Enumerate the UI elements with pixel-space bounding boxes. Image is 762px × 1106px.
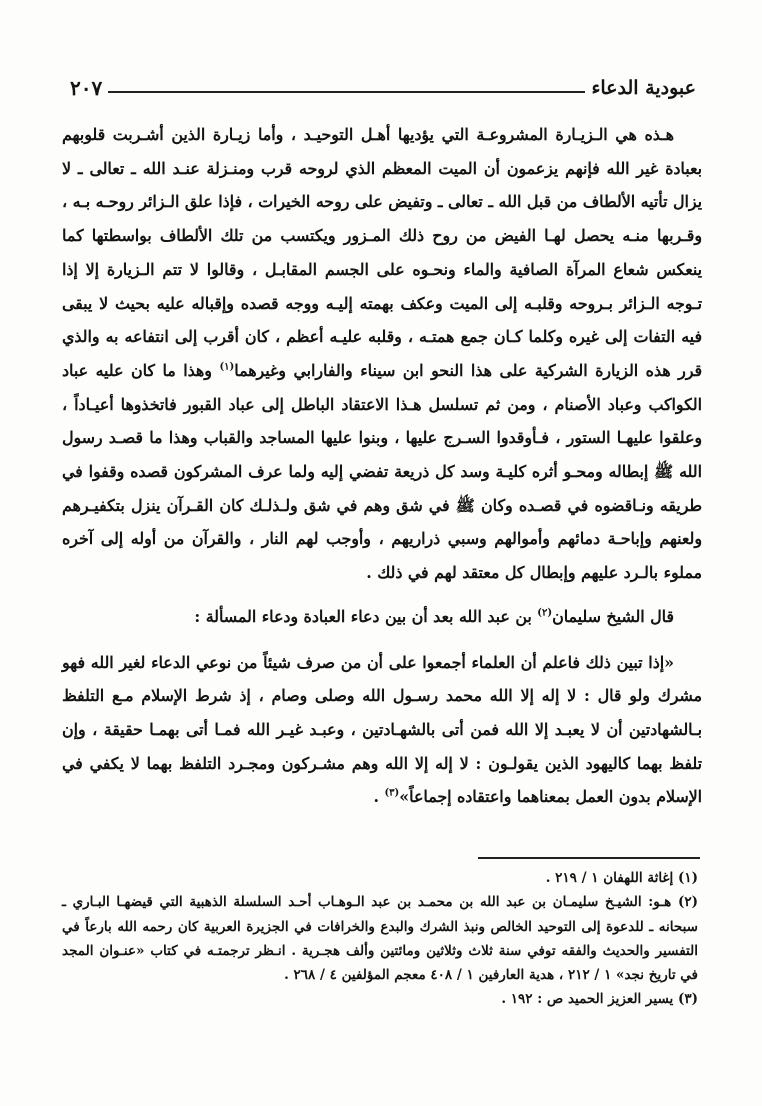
footnote-1: [62, 866, 698, 890]
footnotes: [62, 866, 698, 1012]
quote-end: .: [373, 787, 385, 807]
header-rule: [108, 91, 585, 93]
quote-text: «إذا تبين ذلك فاعلم أن العلماء أجمعوا على أن من صرف شيئاً من نوعي الدعاء لغير الله فهو مشرك ولو قال : لا إله إلا الله محمد رسـول الله وصلى وصام ، إذ شرط الإسلام مـع التلفظ بـالشهادتين أن لا يعبـد إلا الله فمن أتى بالشهـادتين ، وعبـد غيـر الله فمـا أتى بهمـا حقيقة ، وإن تلفظ بهما كاليهود الذين يقولـون : لا إله إلا الله وهم مشـركون ومجـرد التلفظ بهما لا يكفي في الإسلام بدون العمل بمعناهما واعتقاده إجماعاً»: [62, 652, 702, 807]
footnote-number: (٣): [677, 991, 698, 1008]
footnote-text: إغاثة اللهفان ١ / ٢١٩ .: [545, 870, 674, 886]
footnote-text: هـو: الشيـخ سليمـان بن عبد الله بن محمـد بن عبد الـوهـاب أحـد السلسلة الذهبية التي قيضهـا البـاري ـ سبحانه ـ للدعوة إلى التوحيد الخالص ونبذ الشرك والبدع والخرافات في الجزيرة العربية كان رحمه الله بارعاً في التفسير والحديث والفقه توفي سنة ثلاث وثلاثين ومائتين وألف هجـرية . انـظر ترجمتـه في كتاب «عنـوان المجد في تاريخ نجد» ١ / ٢١٢ ، هدية العارفين ١ / ٤٠٨ معجم المؤلفين ٤ / ٢٦٨ .: [62, 894, 698, 984]
footnote-ref-1[interactable]: (١): [219, 361, 235, 373]
page-number: ٢٠٧: [70, 76, 103, 100]
quote-paragraph: [62, 646, 702, 815]
paragraph-1: [62, 118, 702, 590]
paragraph-2-text-b: بن عبد الله بعد أن بين دعاء العبادة ودعاء المسألة :: [194, 606, 538, 626]
footnote-2: [62, 890, 698, 987]
footnote-divider: [478, 857, 700, 859]
footnote-3: [62, 987, 698, 1011]
footnote-text: يسير العزيز الحميد ص : ١٩٢ .: [501, 991, 674, 1008]
footnote-ref-3[interactable]: (٣): [384, 788, 400, 800]
paragraph-2: [62, 600, 702, 634]
paragraph-1-text-a: هـذه هي الـزيـارة المشروعـة التي يؤديها أهـل التوحيـد ، وأما زيـارة الذين أشـربت قلوبهم بعبادة غير الله فإنهم يزعمون أن الميت المعظم الذي لروحه قرب ومنـزلة عنـد الله ـ تعالى ـ لا يزال تأتيه الألطاف من قبل الله ـ تعالى ـ وتفيض على روحه الخيرات ، فإذا علق الـزائر روحـه بـه ، وقـربها منـه يحصل لهـا الفيض من روح ذلك المـزور ويكتسب من تلك الألطاف بواسطتها كما ينعكس شعاع المرآة الصافية والماء ونحـوه على الجسم المقابـل ، وقالوا لا تتم الـزيارة إلا إذا تـوجه الـزائر بـروحه وقلبـه إلى الميت وعكف بهمته إليـه ووجه قصده وإقباله عليه بحيث لا يبقى فيه التفات إلى غيره وكلما كـان جمع همتـه ، وقلبه عليـه أعظم ، كان أقرب إلى انتفاعه به والذي قرر هذه الزيارة الشركية على هذا النحو ابن سيناء والفارابي وغيرهما: [62, 125, 703, 380]
paragraph-1-text-b: وهذا ما كان عليه عباد الكواكب وعباد الأصنام ، ومن ثم تسلسل هـذا الاعتقاد الباطل إلى عباد القبور فاتخذوها أعيـاداً ، وعلقوا عليهـا الستور ، فـأوقدوا السـرج عليها ، وبنوا عليها المساجد والقباب وهذا ما قصـد رسول الله ﷺ إبطاله ومحـو أثره كليـة وسد كل ذريعة تفضي إليه ولما عرف المشركون قصده وقفوا في طريقه ونـاقضوه في قصـده وكان ﷺ في شق وهم في شق ولـذلـك كان القـرآن ينزل بتكفيـرهم ولعنهم وإباحـة دمائهم وأموالهم وسبي ذراريهم ، وأوجب لهم النار ، والقرآن من أوله إلى آخره مملوء بالـرد عليهم وإبطال كل معتقد لهم في ذلك .: [62, 360, 702, 583]
footnote-number: (٢): [677, 894, 699, 911]
paragraph-2-text-a: قال الشيخ سليمان: [552, 606, 674, 626]
footnote-ref-2[interactable]: (٢): [537, 607, 553, 619]
running-header: [70, 68, 696, 98]
running-title: عبودية الدعاء: [591, 77, 696, 99]
main-text: [62, 118, 702, 814]
footnote-number: (١): [677, 870, 698, 886]
